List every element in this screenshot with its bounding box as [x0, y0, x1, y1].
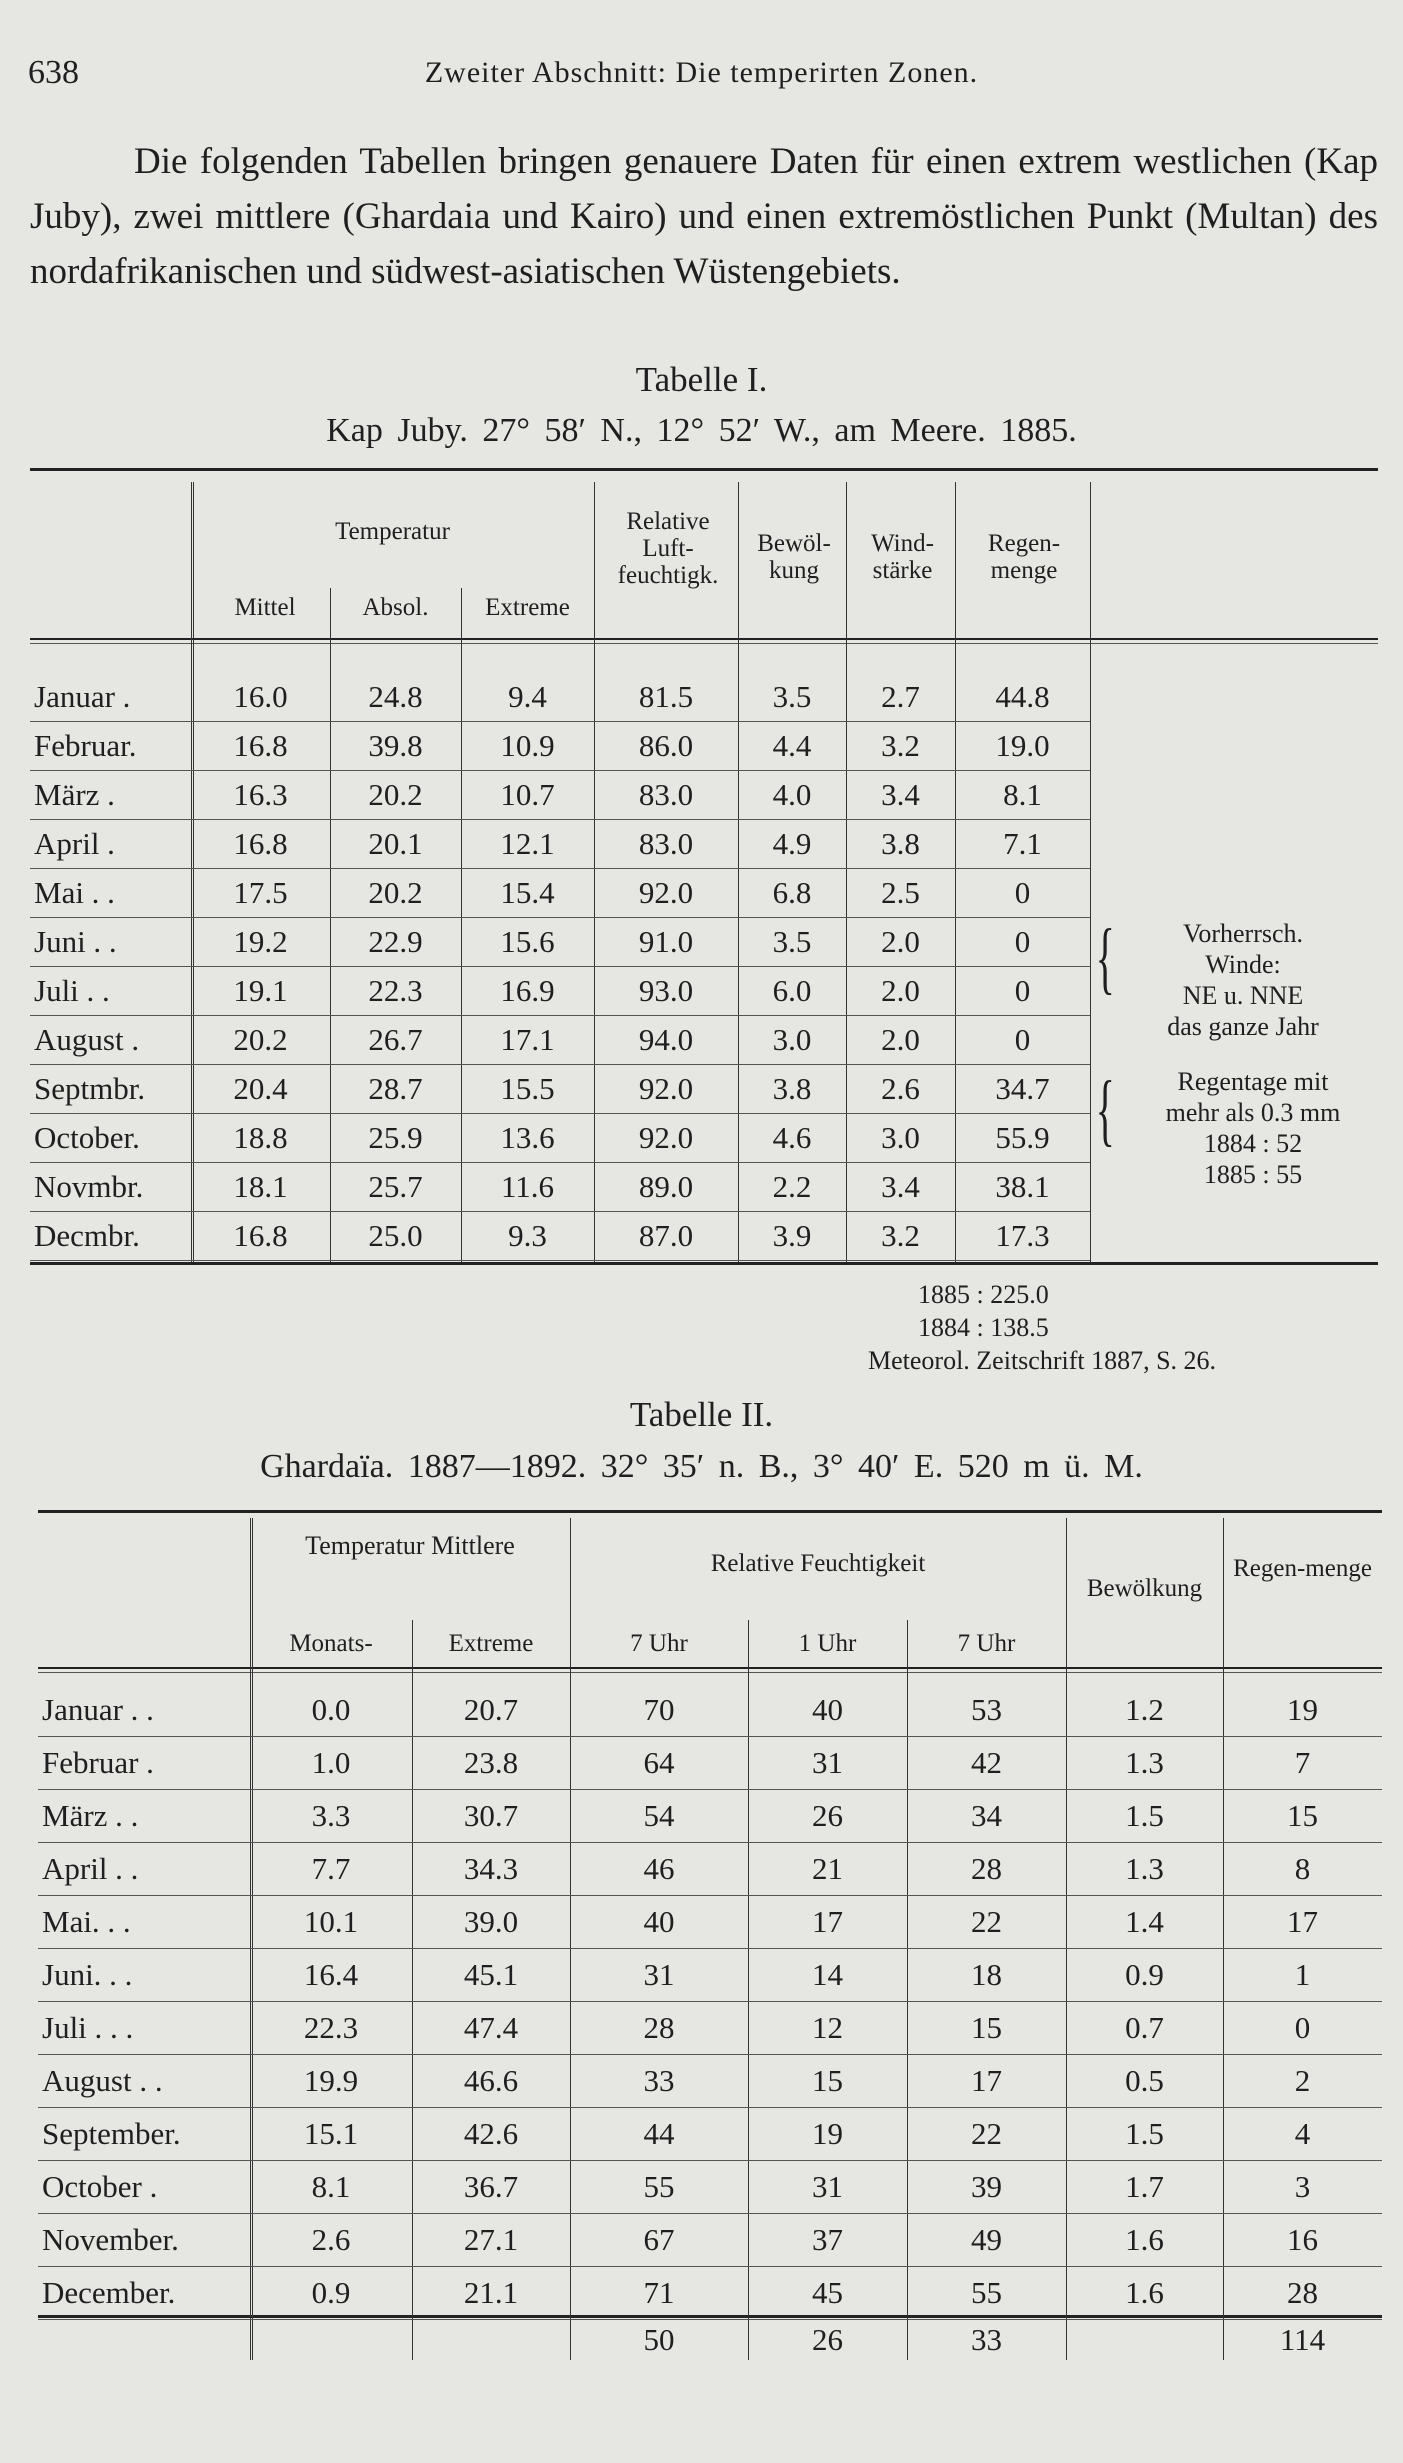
table1-cell-extreme: 17.1: [461, 1016, 594, 1065]
table1-cell-wind: 2.0: [846, 967, 955, 1016]
table2-cell-month: März . .: [38, 1790, 250, 1843]
table1-cell-wind: 3.2: [846, 1212, 955, 1261]
winds-line: Vorherrsch.: [1182, 919, 1304, 948]
table2-header-7uhr-b: 7 Uhr: [957, 1630, 1016, 1657]
table2-cell-h1: 17: [748, 1896, 907, 1949]
table1-cell-extreme: 10.7: [461, 771, 594, 820]
table2-cell-monats: 10.1: [250, 1896, 412, 1949]
table2-cell-regen: 8: [1223, 1843, 1382, 1896]
table2-cell-extreme: 36.7: [412, 2161, 570, 2214]
table2-cell-bew: 1.7: [1066, 2161, 1223, 2214]
table1-cell-month: April .: [30, 820, 191, 869]
table1-cell-extreme: 15.6: [461, 918, 594, 967]
table1-cell-bew: 3.8: [738, 1065, 846, 1114]
table2-cell-monats: 0.0: [250, 1684, 412, 1737]
table2-cell-monats: 2.6: [250, 2214, 412, 2267]
table1-header-temperatur: Temperatur: [335, 518, 450, 545]
table2-cell-bew: 1.4: [1066, 1896, 1223, 1949]
table2-cell-regen: 15: [1223, 1790, 1382, 1843]
table-row: [38, 2161, 1382, 2214]
table2-cell-h7b: 18: [907, 1949, 1066, 2002]
table1-cell-absol: 25.9: [330, 1114, 461, 1163]
table1-cell-feuchte: 81.5: [594, 673, 738, 722]
table-row: [30, 1114, 1090, 1163]
table1-cell-regen: 0: [955, 1016, 1090, 1065]
table1-cell-regen: 0: [955, 918, 1090, 967]
table2-cell-month: August . .: [38, 2055, 250, 2108]
table1-cell-wind: 2.6: [846, 1065, 955, 1114]
table-row: [30, 820, 1090, 869]
winds-line: NE u. NNE: [1182, 981, 1304, 1010]
table-row: [30, 918, 1090, 967]
table1-cell-regen: 0: [955, 967, 1090, 1016]
table2-cell-h7a: 40: [570, 1896, 748, 1949]
table1-cell-feuchte: 89.0: [594, 1163, 738, 1212]
table1-cell-bew: 3.5: [738, 918, 846, 967]
table-row: [30, 1163, 1090, 1212]
note-line: 1884 : 138.5: [918, 1313, 1049, 1342]
table1-cell-regen: 55.9: [955, 1114, 1090, 1163]
intro-paragraph: [30, 134, 1378, 299]
table2-cell-regen: 4: [1223, 2108, 1382, 2161]
table-row: [30, 673, 1090, 722]
table2-header-monats: Monats-: [289, 1630, 373, 1657]
table2-header-bewoelkung: Bewölkung: [1086, 1575, 1203, 1602]
table-row: [38, 1949, 1382, 2002]
table2-cell-h7a: 55: [570, 2161, 748, 2214]
table1-cell-extreme: 13.6: [461, 1114, 594, 1163]
table2-cell-h7b: 49: [907, 2214, 1066, 2267]
table1-cell-extreme: 12.1: [461, 820, 594, 869]
table1-cell-extreme: 9.3: [461, 1212, 594, 1261]
table1-cell-feuchte: 86.0: [594, 722, 738, 771]
table2-cell-extreme: 21.1: [412, 2267, 570, 2320]
table2-cell-month: November.: [38, 2214, 250, 2267]
table2-cell-month: Juni. . .: [38, 1949, 250, 2002]
table2-cell-bew: 0.5: [1066, 2055, 1223, 2108]
table2-total-7uhr-b: 33: [971, 2322, 1002, 2357]
table1-cell-wind: 2.0: [846, 1016, 955, 1065]
table1-cell-bew: 4.4: [738, 722, 846, 771]
table2-cell-monats: 15.1: [250, 2108, 412, 2161]
table1-cell-month: October.: [30, 1114, 191, 1163]
table-row: [38, 2055, 1382, 2108]
table1-cell-absol: 20.2: [330, 771, 461, 820]
table1-cell-feuchte: 94.0: [594, 1016, 738, 1065]
winds-brace: {: [1095, 914, 1115, 1002]
table1-cell-mittel: 16.0: [191, 673, 330, 722]
table1-vrule: [1090, 482, 1091, 1262]
table1-cell-extreme: 11.6: [461, 1163, 594, 1212]
table1-cell-absol: 26.7: [330, 1016, 461, 1065]
table1-cell-bew: 4.9: [738, 820, 846, 869]
table2-cell-monats: 8.1: [250, 2161, 412, 2214]
table2-cell-regen: 0: [1223, 2002, 1382, 2055]
table2-cell-h7a: 64: [570, 1737, 748, 1790]
table1-cell-wind: 3.4: [846, 1163, 955, 1212]
table1-data: [30, 673, 1090, 1261]
table2-cell-extreme: 45.1: [412, 1949, 570, 2002]
table2-cell-bew: 1.6: [1066, 2214, 1223, 2267]
table2-cell-month: September.: [38, 2108, 250, 2161]
table1-cell-regen: 0: [955, 869, 1090, 918]
table2-subtitle: Ghardaïa. 1887—1892. 32° 35′ n. B., 3° 40′ E. 520 m ü. M.: [260, 1448, 1143, 1485]
table2-cell-extreme: 46.6: [412, 2055, 570, 2108]
table2-cell-h1: 31: [748, 1737, 907, 1790]
table2-cell-h7b: 53: [907, 1684, 1066, 1737]
table1-cell-mittel: 16.3: [191, 771, 330, 820]
table1-header-extreme: Extreme: [485, 594, 570, 621]
table2-cell-monats: 19.9: [250, 2055, 412, 2108]
table2-cell-monats: 1.0: [250, 1737, 412, 1790]
table1-cell-regen: 17.3: [955, 1212, 1090, 1261]
table1-cell-month: August .: [30, 1016, 191, 1065]
intro-text: Die folgenden Tabellen bringen genauere Daten für einen extrem westlichen (Kap Juby), zwei mittlere (Ghardaia und Kairo) und einen extremöstlichen Punkt (Multan) des nordafrikanischen und südwest-asiatischen Wüstengebiets.: [30, 141, 1378, 292]
table2-top-rule: [38, 1510, 1382, 1513]
table1-cell-feuchte: 92.0: [594, 1114, 738, 1163]
table2-cell-h1: 37: [748, 2214, 907, 2267]
table1-cell-feuchte: 92.0: [594, 869, 738, 918]
table1-cell-bew: 6.0: [738, 967, 846, 1016]
table2-cell-regen: 28: [1223, 2267, 1382, 2320]
table1-cell-regen: 8.1: [955, 771, 1090, 820]
table1-cell-regen: 7.1: [955, 820, 1090, 869]
table1-cell-mittel: 19.2: [191, 918, 330, 967]
table1-cell-extreme: 15.4: [461, 869, 594, 918]
table2-total-7uhr-a: 50: [643, 2322, 675, 2357]
table2-cell-extreme: 39.0: [412, 1896, 570, 1949]
page-number: 638: [28, 54, 79, 91]
table2-cell-month: Juli . . .: [38, 2002, 250, 2055]
table2-cell-h1: 14: [748, 1949, 907, 2002]
table2-cell-bew: 1.3: [1066, 1737, 1223, 1790]
table2-cell-h7b: 17: [907, 2055, 1066, 2108]
table1-cell-month: Februar.: [30, 722, 191, 771]
table2-cell-extreme: 20.7: [412, 1684, 570, 1737]
table-row: [30, 869, 1090, 918]
table2-cell-h7a: 28: [570, 2002, 748, 2055]
table1-cell-absol: 39.8: [330, 722, 461, 771]
table2-cell-regen: 2: [1223, 2055, 1382, 2108]
table2-cell-h7b: 55: [907, 2267, 1066, 2320]
table2-cell-regen: 1: [1223, 1949, 1382, 2002]
table2-cell-monats: 3.3: [250, 1790, 412, 1843]
table-row: [38, 2002, 1382, 2055]
table1-cell-absol: 22.3: [330, 967, 461, 1016]
table-row: [30, 1212, 1090, 1261]
table2-cell-regen: 19: [1223, 1684, 1382, 1737]
table1-cell-extreme: 15.5: [461, 1065, 594, 1114]
note-line: 1885 : 225.0: [918, 1280, 1049, 1309]
table2-data: [38, 1684, 1382, 2320]
table1-cell-extreme: 9.4: [461, 673, 594, 722]
table1-cell-month: Januar .: [30, 673, 191, 722]
table2-cell-bew: 1.5: [1066, 2108, 1223, 2161]
table1-cell-feuchte: 87.0: [594, 1212, 738, 1261]
table2-cell-h1: 19: [748, 2108, 907, 2161]
table2-cell-h7a: 44: [570, 2108, 748, 2161]
note-source: Meteorol. Zeitschrift 1887, S. 26.: [868, 1346, 1217, 1375]
table-row: [38, 2267, 1382, 2320]
table2-header-1uhr: 1 Uhr: [798, 1630, 857, 1657]
table-row: [30, 771, 1090, 820]
table1-cell-absol: 25.7: [330, 1163, 461, 1212]
table-row: [38, 1790, 1382, 1843]
table2-header-feuchte: Relative Feuchtigkeit: [710, 1550, 926, 1577]
table1-rain-note: [1108, 1066, 1398, 1190]
table1-cell-absol: 24.8: [330, 673, 461, 722]
table-row: [38, 2108, 1382, 2161]
table2-cell-monats: 0.9: [250, 2267, 412, 2320]
table2-cell-h7a: 31: [570, 1949, 748, 2002]
table1-cell-mittel: 20.4: [191, 1065, 330, 1114]
table1-cell-bew: 4.6: [738, 1114, 846, 1163]
table1-cell-mittel: 17.5: [191, 869, 330, 918]
table2-cell-extreme: 47.4: [412, 2002, 570, 2055]
table2-cell-extreme: 42.6: [412, 2108, 570, 2161]
table2-cell-h1: 40: [748, 1684, 907, 1737]
table1-cell-month: Decmbr.: [30, 1212, 191, 1261]
table2-head-rule: [38, 1667, 1382, 1673]
table1-cell-absol: 22.9: [330, 918, 461, 967]
table1-cell-wind: 2.7: [846, 673, 955, 722]
table2-cell-h1: 12: [748, 2002, 907, 2055]
table2-cell-bew: 0.7: [1066, 2002, 1223, 2055]
table1-cell-mittel: 20.2: [191, 1016, 330, 1065]
table1-cell-wind: 3.4: [846, 771, 955, 820]
table2-cell-bew: 0.9: [1066, 1949, 1223, 2002]
table2-cell-bew: 1.5: [1066, 1790, 1223, 1843]
table1-cell-extreme: 16.9: [461, 967, 594, 1016]
table1-header-absol: Absol.: [362, 594, 429, 621]
table2-cell-h7b: 22: [907, 1896, 1066, 1949]
table2-cell-month: October .: [38, 2161, 250, 2214]
table1-cell-absol: 20.2: [330, 869, 461, 918]
table1-header-regen: Regen-menge: [987, 530, 1061, 584]
table2-cell-month: December.: [38, 2267, 250, 2320]
table2-cell-h7a: 46: [570, 1843, 748, 1896]
table2-cell-h7b: 39: [907, 2161, 1066, 2214]
table1-cell-bew: 2.2: [738, 1163, 846, 1212]
table1-cell-wind: 2.0: [846, 918, 955, 967]
table1-cell-wind: 2.5: [846, 869, 955, 918]
table1-cell-absol: 28.7: [330, 1065, 461, 1114]
table1-cell-regen: 38.1: [955, 1163, 1090, 1212]
table2-cell-month: Januar . .: [38, 1684, 250, 1737]
table2-cell-h7b: 22: [907, 2108, 1066, 2161]
table1-cell-mittel: 16.8: [191, 722, 330, 771]
table2-header-extreme: Extreme: [448, 1630, 534, 1657]
table2-header-regen: Regen-menge: [1233, 1555, 1372, 1582]
table2-cell-h1: 31: [748, 2161, 907, 2214]
table2-cell-monats: 7.7: [250, 1843, 412, 1896]
table-row: [30, 722, 1090, 771]
table1-cell-month: Novmbr.: [30, 1163, 191, 1212]
table2-cell-regen: 17: [1223, 1896, 1382, 1949]
table2-cell-h7a: 54: [570, 1790, 748, 1843]
table2-cell-h1: 15: [748, 2055, 907, 2108]
table1-cell-mittel: 18.1: [191, 1163, 330, 1212]
table2-cell-monats: 16.4: [250, 1949, 412, 2002]
table1-cell-mittel: 16.8: [191, 1212, 330, 1261]
table1-cell-regen: 34.7: [955, 1065, 1090, 1114]
table2-cell-regen: 16: [1223, 2214, 1382, 2267]
table2-cell-regen: 7: [1223, 1737, 1382, 1790]
table1-head-rule: [30, 638, 1378, 644]
table2-cell-monats: 22.3: [250, 2002, 412, 2055]
table2-cell-h1: 26: [748, 1790, 907, 1843]
table-row: [38, 1843, 1382, 1896]
table2-cell-h7b: 28: [907, 1843, 1066, 1896]
table2-header-7uhr-a: 7 Uhr: [630, 1630, 688, 1657]
table2-cell-extreme: 34.3: [412, 1843, 570, 1896]
table2-cell-h7b: 15: [907, 2002, 1066, 2055]
table1-cell-bew: 4.0: [738, 771, 846, 820]
table1-bottom-rule: [30, 1262, 1378, 1265]
table2-cell-h7b: 34: [907, 1790, 1066, 1843]
table1-cell-month: März .: [30, 771, 191, 820]
table2-cell-bew: 1.2: [1066, 1684, 1223, 1737]
table1-title: Tabelle I.: [635, 360, 768, 399]
table2-cell-extreme: 30.7: [412, 1790, 570, 1843]
table2-total-regen: 114: [1279, 2322, 1326, 2357]
running-head: Zweiter Abschnitt: Die temperirten Zonen.: [424, 56, 979, 89]
table-row: [38, 1896, 1382, 1949]
table1-header-wind: Wind-stärke: [871, 530, 934, 584]
table1-cell-mittel: 18.8: [191, 1114, 330, 1163]
table1-notes: [868, 1278, 1368, 1377]
table1-header-bewoelkung: Bewöl-kung: [757, 530, 831, 584]
table1-cell-feuchte: 83.0: [594, 820, 738, 869]
table2-title: Tabelle II.: [629, 1395, 774, 1434]
table1-cell-bew: 3.9: [738, 1212, 846, 1261]
table1-cell-regen: 19.0: [955, 722, 1090, 771]
table2-cell-h7a: 71: [570, 2267, 748, 2320]
table1-cell-wind: 3.0: [846, 1114, 955, 1163]
table1-cell-month: Septmbr.: [30, 1065, 191, 1114]
table2-cell-month: Februar .: [38, 1737, 250, 1790]
table-row: [38, 2214, 1382, 2267]
table1-cell-feuchte: 91.0: [594, 918, 738, 967]
table2-cell-h7a: 67: [570, 2214, 748, 2267]
table-row: [30, 1065, 1090, 1114]
rain-line: 1885 : 55: [1203, 1160, 1303, 1189]
table-row: [30, 967, 1090, 1016]
table1-cell-wind: 3.8: [846, 820, 955, 869]
table1-cell-mittel: 19.1: [191, 967, 330, 1016]
table1-cell-feuchte: 92.0: [594, 1065, 738, 1114]
rain-line: 1884 : 52: [1203, 1129, 1303, 1158]
table1-top-rule: [30, 468, 1378, 471]
table1-cell-bew: 3.0: [738, 1016, 846, 1065]
table1-cell-absol: 25.0: [330, 1212, 461, 1261]
table1-cell-bew: 6.8: [738, 869, 846, 918]
table2-header-temperatur: Temperatur Mittlere: [305, 1531, 515, 1560]
table2-cell-extreme: 27.1: [412, 2214, 570, 2267]
table1-winds-note: [1108, 918, 1378, 1042]
winds-line: Winde:: [1205, 950, 1281, 979]
table2-cell-h1: 21: [748, 1843, 907, 1896]
table2-cell-bew: 1.3: [1066, 1843, 1223, 1896]
table1-cell-feuchte: 93.0: [594, 967, 738, 1016]
table1-cell-wind: 3.2: [846, 722, 955, 771]
table-row: [30, 1016, 1090, 1065]
table1-cell-bew: 3.5: [738, 673, 846, 722]
table1-cell-extreme: 10.9: [461, 722, 594, 771]
table1-cell-month: Juli . .: [30, 967, 191, 1016]
table1-cell-month: Juni . .: [30, 918, 191, 967]
rain-line: Regentage mit: [1177, 1067, 1329, 1096]
table1-cell-absol: 20.1: [330, 820, 461, 869]
rain-line: mehr als 0.3 mm: [1165, 1098, 1341, 1127]
table1-cell-month: Mai . .: [30, 869, 191, 918]
table2-cell-extreme: 23.8: [412, 1737, 570, 1790]
table1-header-mittel: Mittel: [234, 594, 296, 621]
table2-cell-regen: 3: [1223, 2161, 1382, 2214]
table2-cell-bew: 1.6: [1066, 2267, 1223, 2320]
winds-line: das ganze Jahr: [1167, 1012, 1319, 1041]
table2-total-1uhr: 26: [812, 2322, 843, 2357]
table1-cell-feuchte: 83.0: [594, 771, 738, 820]
table2-cell-h7b: 42: [907, 1737, 1066, 1790]
table2-cell-h7a: 33: [570, 2055, 748, 2108]
table1-subtitle: Kap Juby. 27° 58′ N., 12° 52′ W., am Meere. 1885.: [326, 412, 1077, 449]
rain-brace: {: [1095, 1066, 1115, 1154]
table-row: [38, 1684, 1382, 1737]
table1-cell-regen: 44.8: [955, 673, 1090, 722]
table1-header-feuchte: Relative Luft-feuchtigk.: [617, 508, 719, 589]
table2-cell-h7a: 70: [570, 1684, 748, 1737]
table1-cell-mittel: 16.8: [191, 820, 330, 869]
table-row: [38, 1737, 1382, 1790]
table2-cell-month: Mai. . .: [38, 1896, 250, 1949]
table2-cell-month: April . .: [38, 1843, 250, 1896]
table2-cell-h1: 45: [748, 2267, 907, 2320]
